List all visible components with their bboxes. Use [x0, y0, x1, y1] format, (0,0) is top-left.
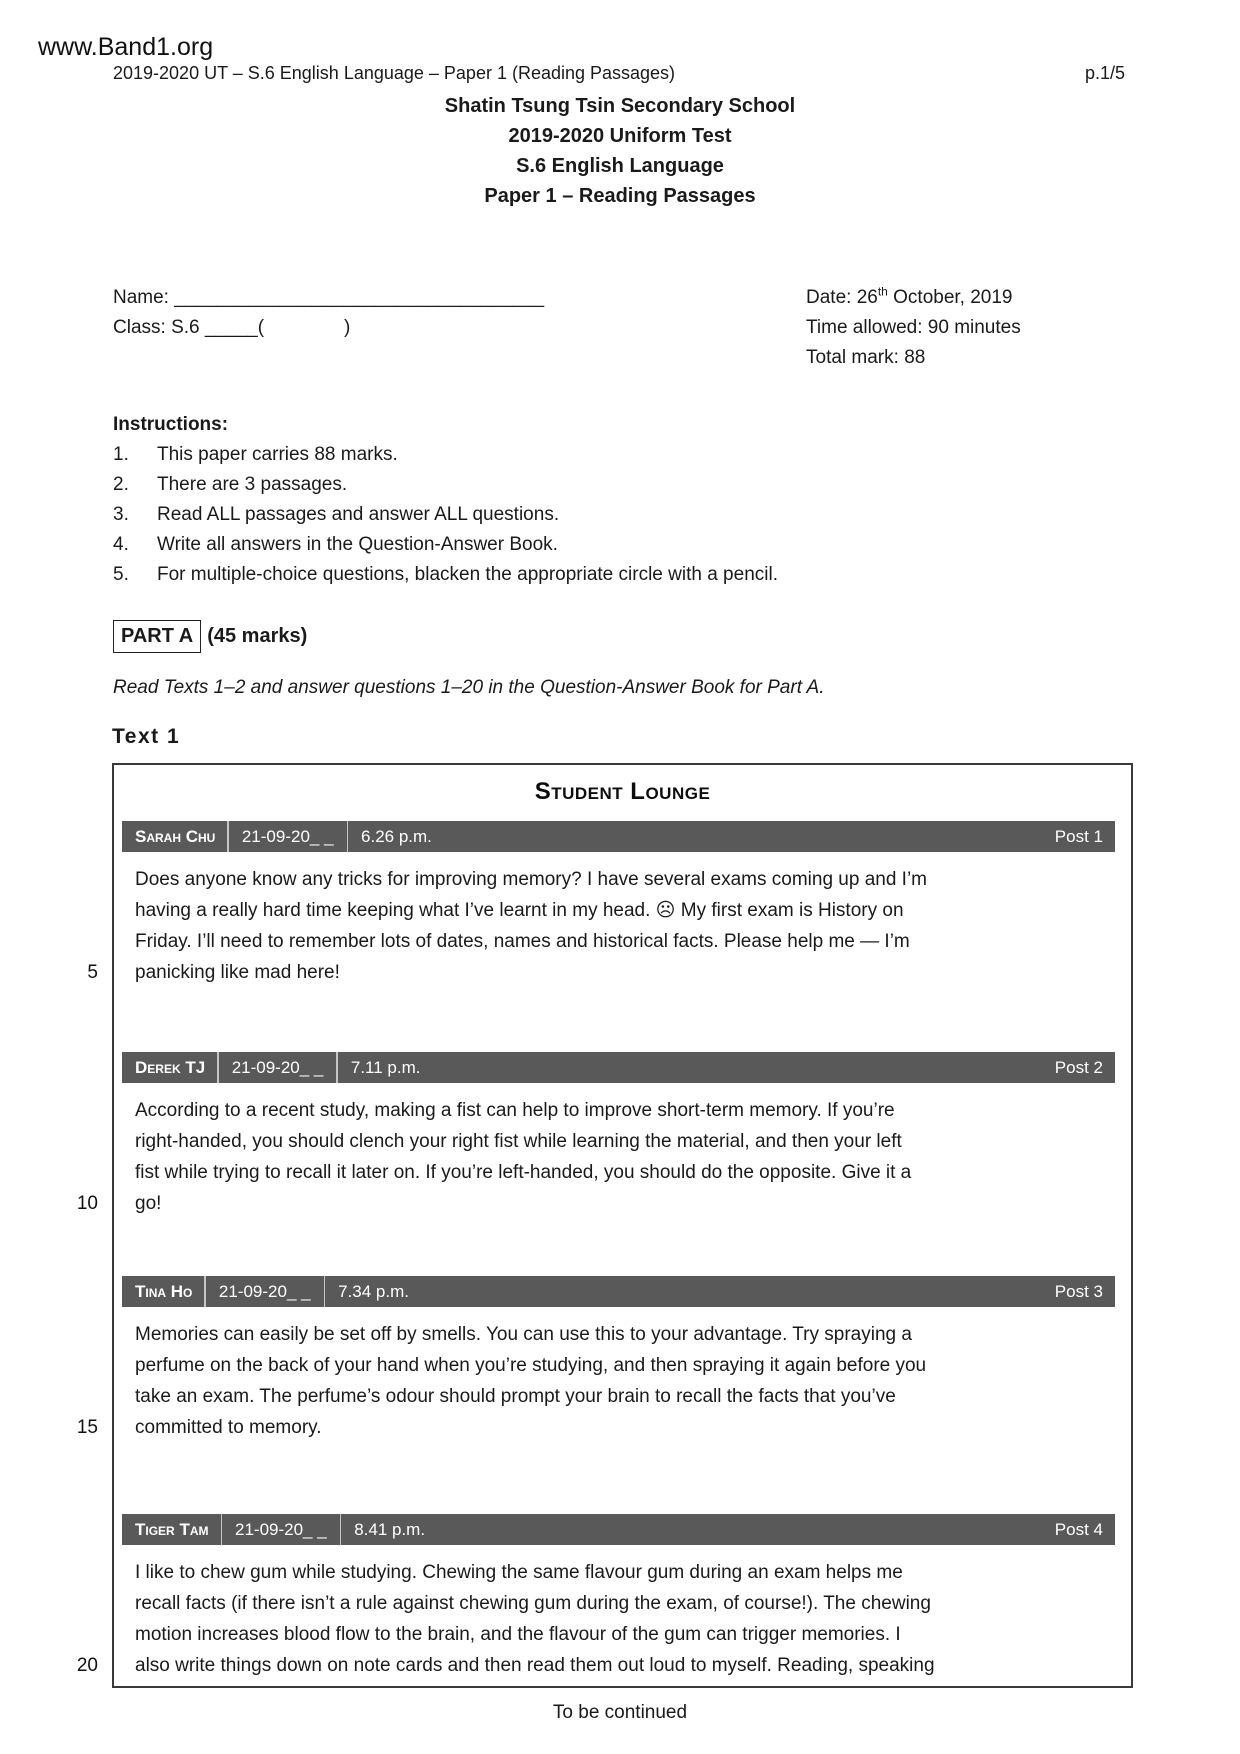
post-text-line: recall facts (if there isn’t a rule against chewing gum during the exam, of course!). The chewing — [135, 1593, 931, 1614]
instruction-text: Write all answers in the Question-Answer Book. — [157, 534, 558, 555]
post-text-line: panicking like mad here! — [135, 962, 340, 983]
forum-post-1 — [87, 821, 1131, 988]
post-text-line: perfume on the back of your hand when you’re studying, and then spraying it again before you — [135, 1355, 927, 1376]
page-header — [0, 60, 1240, 84]
to-be-continued-note: To be continued — [552, 1702, 688, 1723]
time-allowed-row: Time allowed: 90 minutes — [806, 317, 1021, 338]
student-info-block — [113, 283, 1240, 373]
post-text-line: committed to memory. — [135, 1417, 322, 1438]
post-author: Tiger Tam — [135, 1519, 209, 1539]
post-time: 7.11 p.m. — [350, 1057, 421, 1077]
text1-heading: Text 1 — [112, 725, 181, 748]
test-name: 2019-2020 Uniform Test — [508, 125, 732, 147]
class-paren-close: ) — [344, 317, 351, 338]
post-text-line: fist while trying to recall it later on. If you’re left-handed, you should do the opposite. Give it a — [135, 1162, 912, 1183]
forum-post-4 — [76, 1514, 1131, 1681]
instruction-number: 1. — [113, 444, 129, 465]
instruction-number: 5. — [113, 564, 129, 585]
post-body — [114, 864, 1131, 988]
class-row — [113, 313, 806, 343]
post-body — [114, 1557, 1131, 1681]
total-mark-row: Total mark: 88 — [806, 347, 926, 368]
margin-line-number: 5 — [87, 962, 98, 983]
post-date: 21-09-20_ _ — [235, 1519, 327, 1539]
post-text-line: motion increases blood flow to the brain, and the flavour of the gum can trigger memories. I — [135, 1624, 901, 1645]
student-info-right — [806, 283, 1206, 373]
post-text-line: Memories can easily be set off by smells. You can use this to your advantage. Try spraying a — [135, 1324, 912, 1345]
post-date: 21-09-20_ _ — [218, 1281, 311, 1301]
post-text-line: Friday. I’ll need to remember lots of dates, names and historical facts. Please help me — I’m — [135, 931, 910, 952]
post-text-line: Does anyone know any tricks for improving memory? I have several exams coming up and I’m — [135, 869, 928, 890]
instruction-item — [113, 560, 1240, 590]
name-row — [113, 283, 806, 313]
title-block — [0, 91, 1240, 211]
paper-name: Paper 1 – Reading Passages — [484, 185, 756, 207]
margin-line-number: 10 — [76, 1193, 98, 1214]
instruction-item — [113, 470, 1240, 500]
post-header-bar — [122, 1052, 1115, 1083]
class-blank-line: _____ — [204, 317, 258, 338]
post-number-badge: Post 2 — [1054, 1057, 1103, 1077]
board-title: Student Lounge — [534, 778, 711, 805]
instruction-text: For multiple-choice questions, blacken the appropriate circle with a pencil. — [157, 564, 778, 585]
instruction-item — [113, 530, 1240, 560]
forum-post-2 — [76, 1052, 1131, 1219]
class-paren-open: ( — [257, 317, 265, 338]
name-blank-line: ___________________________________ — [174, 287, 545, 308]
instruction-item — [113, 440, 1240, 470]
student-info-left — [113, 283, 806, 373]
post-header-bar — [122, 821, 1115, 852]
instructions-heading: Instructions: — [113, 414, 229, 435]
post-text-line: I like to chew gum while studying. Chewing the same flavour gum during an exam helps me — [135, 1562, 903, 1583]
date-day: 26 — [856, 287, 878, 308]
instruction-text: Read ALL passages and answer ALL questions. — [157, 504, 560, 525]
student-lounge-board — [76, 763, 1133, 1688]
part-a-label: PART A — [113, 620, 201, 653]
post-time: 8.41 p.m. — [354, 1519, 426, 1539]
post-number-badge: Post 4 — [1054, 1519, 1103, 1539]
instruction-text: There are 3 passages. — [157, 474, 348, 495]
instructions-section — [113, 410, 1240, 590]
post-number-badge: Post 3 — [1054, 1281, 1103, 1301]
post-body — [114, 1319, 1131, 1443]
post-time: 7.34 p.m. — [338, 1281, 409, 1301]
post-text-line: go! — [135, 1193, 162, 1214]
post-number-badge: Post 1 — [1054, 826, 1103, 846]
instruction-number: 2. — [113, 474, 129, 495]
post-header-bar — [122, 1514, 1115, 1545]
date-label: Date: — [806, 287, 852, 308]
instruction-item — [113, 500, 1240, 530]
post-author: Derek TJ — [135, 1057, 206, 1077]
date-rest: October, 2019 — [887, 287, 1013, 308]
subject-name: S.6 English Language — [516, 155, 724, 177]
post-date: 21-09-20_ _ — [241, 826, 334, 846]
margin-line-number: 20 — [76, 1655, 98, 1676]
forum-post-3 — [76, 1276, 1131, 1443]
site-watermark: www.Band1.org — [38, 33, 214, 61]
part-a-direction: Read Texts 1–2 and answer questions 1–20 in the Question-Answer Book for Part A. — [113, 677, 825, 698]
page-header-title: 2019-2020 UT – S.6 English Language – Paper 1 (Reading Passages) — [113, 63, 676, 83]
margin-line-number: 15 — [76, 1417, 98, 1438]
post-date: 21-09-20_ _ — [231, 1057, 324, 1077]
post-text-line: take an exam. The perfume’s odour should prompt your brain to recall the facts that you’ve — [135, 1386, 896, 1407]
instruction-number: 4. — [113, 534, 129, 555]
instruction-number: 3. — [113, 504, 129, 525]
post-time: 6.26 p.m. — [361, 826, 432, 846]
date-ordinal: th — [877, 284, 888, 299]
post-author: Sarah Chu — [135, 826, 216, 846]
post-text-line: having a really hard time keeping what I’ve learnt in my head. ☹ My first exam is History on — [135, 900, 904, 921]
part-a-marks: (45 marks) — [207, 625, 308, 647]
post-author: Tina Ho — [135, 1281, 193, 1301]
page-number: p.1/5 — [1084, 63, 1125, 83]
post-text-line: also write things down on note cards and then read them out loud to myself. Reading, speaking — [135, 1655, 935, 1676]
post-text-line: According to a recent study, making a fist can help to improve short-term memory. If you’re — [135, 1100, 895, 1121]
class-label: Class: S.6 — [113, 317, 200, 338]
school-name: Shatin Tsung Tsin Secondary School — [444, 95, 796, 117]
post-header-bar — [122, 1276, 1115, 1307]
post-text-line: right-handed, you should clench your right fist while learning the material, and then your left — [135, 1131, 902, 1152]
name-label: Name: — [113, 287, 169, 308]
date-row — [806, 283, 1206, 313]
part-a-heading — [113, 620, 1240, 653]
post-body — [114, 1095, 1131, 1219]
instruction-text: This paper carries 88 marks. — [157, 444, 398, 465]
